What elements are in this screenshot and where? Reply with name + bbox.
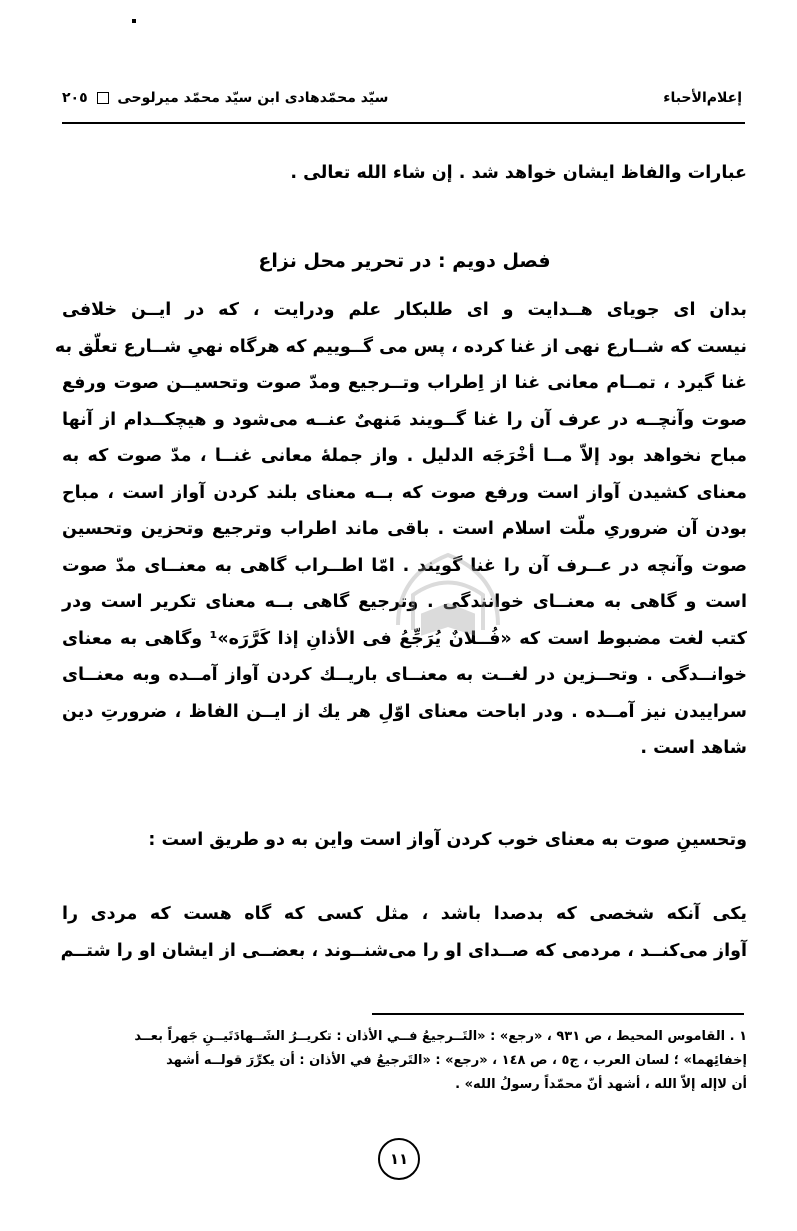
footnote-line: أن لاإله إلاّ الله ، أشهد أنّ محمّداً رسولُ الله» . xyxy=(455,1077,747,1092)
watermark-book xyxy=(423,605,473,633)
running-head xyxy=(62,90,388,106)
header-rule xyxy=(62,122,745,124)
text-line: مباح نخواهد بود إلاّ مــا أخْرَجَه الدلیل . واز جملهٔ معانی غنــا ، مدّ صوت که به xyxy=(62,446,747,466)
text-line: عبارات والفاظ ایشان خواهد شد . إن شاء الله تعالى . xyxy=(290,163,747,183)
text-line: معنای کشیدن آواز است ورفع صوت که بــه معنای بلند کردن آواز است ، مباح xyxy=(62,482,747,503)
page-number: ١١ xyxy=(378,1138,420,1180)
text-line: بودن آن ضروریِ ملّت اسلام است . باقی ماند اطراب وترجیع وتحزین وتحسین xyxy=(62,519,747,539)
running-head-page: ٢٠٥ xyxy=(62,90,88,106)
scan-speck xyxy=(132,19,136,23)
footnote-line: إخفائِهما» ؛ لسان العرب ، ج٥ ، ص ١٤٨ ، «رجع» : «التَرجیعُ في الأذان : أن یکرِّرَ قولــه أشهد xyxy=(166,1053,747,1068)
square-separator-icon xyxy=(97,92,109,104)
text-line: وتحسینِ صوت به معنای خوب کردن آواز است واین به دو طریق است : xyxy=(148,830,747,850)
running-head-author: سيّد محمّدهادى ابن سيّد محمّد ميرلوحى xyxy=(117,90,389,106)
section-heading: فصل دويم : در تحرير محل نزاع xyxy=(258,250,551,272)
text-line: صوت وآنچــه در عرف آن را غنا گــویند مَنهیٌ عنــه می‌شود و هیچکــدام از آنها xyxy=(62,409,747,430)
text-line: صوت وآنچه در عــرف آن را غنا گویند . امّا اطــراب گاهی به معنــای مدّ صوت xyxy=(62,555,747,576)
text-line: شاهد است . xyxy=(640,738,747,758)
text-line: نیست که شــارع نهی از غنا کرده ، پس می گــوییم که هرگاه نهیِ شــارع تعلّق به xyxy=(54,336,747,357)
book-title: إعلام‌الأحباء xyxy=(663,90,742,106)
footnote-line: ١ . القاموس المحیط ، ص ٩٣١ ، «رجع» : «التَــرجیعُ فــي الأذان : تکریــرُ الشَــهادَتَیــنِ جَهراً بعــد xyxy=(134,1029,747,1044)
text-line: یکی آنکه شخصی که بدصدا باشد ، مثل کسی که گاه هست که مردی را xyxy=(62,904,747,924)
paragraph-tahsin xyxy=(62,822,747,859)
text-line: بدان ای جویای هــدایت و ای طلبکار علم ودرایت ، که در ایــن خلافی xyxy=(62,300,747,320)
text-line: غنا گیرد ، تمــام معانی غنا از اِطراب وتــرجیع ومدّ صوت وتحسیــن صوت ورفع xyxy=(62,373,747,393)
text-line: سراییدن نیز آمــده . ودر اباحت معنای اوّلِ هر یك از ایــن الفاظ ، ضرورتِ دین xyxy=(62,701,747,722)
text-line: کتب لغت مضبوط است که «فُــلانٌ یُرَجِّعُ فی الأذانِ إذا کَرَّرَه»¹ وگاهی به معنای xyxy=(62,628,747,649)
footnote-rule xyxy=(372,1013,744,1015)
paragraph-first-way xyxy=(62,896,747,969)
text-line: خوانــدگی . وتحــزین در لغــت به معنــای باریــك کردن آواز آمــده وبه معنــای xyxy=(62,665,747,685)
text-line: آواز می‌کنــد ، مردمی که صــدای او را می‌شنــوند ، بعضــی از ایشان او را شتــم xyxy=(60,940,747,961)
paragraph-intro xyxy=(62,155,747,192)
footnotes xyxy=(62,1025,747,1097)
text-line: است و گاهی به معنــای خوانندگی . وترجیع گاهی بــه معنای تکریر است ودر xyxy=(62,592,747,612)
library-watermark-logo xyxy=(378,535,518,675)
paragraph-main xyxy=(54,292,747,767)
page-header xyxy=(62,90,742,112)
